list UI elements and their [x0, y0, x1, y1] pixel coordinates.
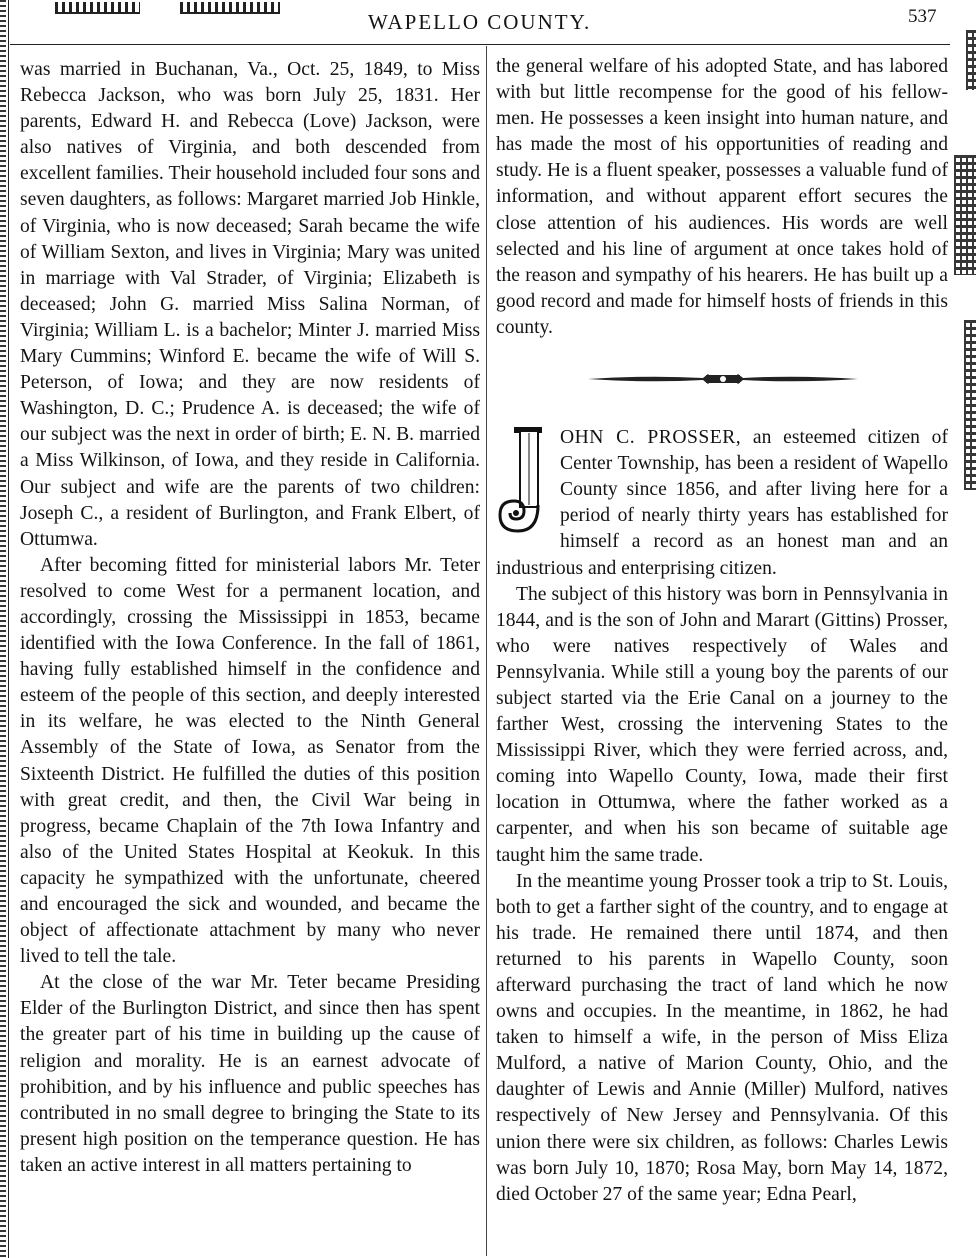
- left-column: [20, 57, 480, 1179]
- paragraph: At the close of the war Mr. Teter became Presiding Elder of the Burlington District, and since then has spent the greater part of his time in building up the cause of religion and morality. He is an earnest advocate of prohibition, and by his influence and public speeches has contributed in no small degree to bringing the State to its present high position on the temperance question. He has taken an active interest in all matters pertaining to: [20, 972, 480, 1176]
- header-rule: [10, 44, 950, 45]
- section-ornament: [496, 369, 948, 389]
- drop-cap: [496, 427, 552, 537]
- page-header: [0, 4, 976, 44]
- subject-name: OHN C. PROSSER,: [560, 427, 742, 449]
- paragraph: In the meantime young Prosser took a trip to St. Louis, both to get a farther sight of the country, and to engage at his trade. He remained there until 1874, and then returned to his parents in Wapello County, soon afterward purchasing the tract of land which he now owns and occupies. In the meantime, in 1862, he had taken to himself a wife, in the person of Miss Eliza Mulford, a native of Marion County, Ohio, and the daughter of Lewis and Annie (Miller) Mulford, natives respectively of New Jersey and Pennsylvania. Of this union there were six children, as follows: Charles Lewis was born July 10, 1870; Rosa May, born May 14, 1872, died October 27 of the same year; Edna Pearl,: [496, 870, 948, 1205]
- paragraph: The subject of this history was born in Pennsylvania in 1844, and is the son of John and Marart (Gittins) Prosser, who were natives respectively of Wales and Pennsylvania. While still a young boy the parents of our subject started via the Erie Canal on a journey to the farther West, crossing the intervening States to the Mississippi River, which they were ferried across, and, coming into Wapello County, Iowa, made their first location in Ottumwa, where the father worked as a carpenter, and when his son became of suitable age taught him the same trade.: [496, 583, 948, 866]
- right-column: [496, 54, 948, 1208]
- running-title: WAPELLO COUNTY.: [368, 10, 592, 34]
- left-ornamental-border: [0, 0, 9, 1258]
- biography-entry: [496, 425, 948, 582]
- paragraph: was married in Buchanan, Va., Oct. 25, 1849, to Miss Rebecca Jackson, who was born July 25, 1831. Her parents, Edward H. and Rebecca (Love) Jackson, were also natives of Virginia, and both descended from excellent families. Their household included four sons and seven daughters, as follows: Margaret married Job Hinkle, of Virginia, who is now deceased; Sarah became the wife of William Sexton, and lives in Virginia; Mary was united in marriage with Val Strader, of Virginia; Elizabeth is deceased; John G. married Miss Salina Norman, of Virginia; William L. is a bachelor; Minter J. married Miss Mary Cummins; Winford E. became the wife of Will S. Peterson, of Iowa; and they are now residents of Washington, D. C.; Prudence A. is deceased; the wife of our subject was the next in order of birth; E. N. B. married a Miss Wilkinson, of Iowa, and they reside in California. Our subject and wife are the parents of two children: Joseph C., a resident of Burlington, and Frank Elbert, of Ottumwa.: [20, 59, 480, 550]
- column-divider: [486, 46, 487, 1256]
- drop-cap-letter-j-icon: [496, 427, 552, 537]
- paragraph: the general welfare of his adopted State, and has labored with but little recompense for the good of his fellow-men. He possesses a keen insight into human nature, and has made the most of his opportunities of reading and study. He is a fluent speaker, possesses a valuable fund of information, and without apparent effort secures the close attention of his audiences. His words are well selected and his line of argument at once takes hold of the reason and sympathy of his hearers. He has built up a good record and made for himself hosts of friends in this county.: [496, 56, 948, 338]
- right-ornamental-border: [954, 155, 976, 275]
- lead-text: an esteemed citizen of Center Township, has been a resident of Wapello County since 1856, and after living here for a period of nearly thirty years has established for himself a record as an honest man and an industrious and enterprising citizen.: [496, 427, 948, 579]
- biography-lead: [496, 425, 948, 582]
- ornament-divider-icon: [588, 369, 858, 389]
- paragraph: After becoming fitted for ministerial labors Mr. Teter resolved to come West for a permanent location, and accordingly, crossing the Mississippi in 1853, became identified with the Iowa Conference. In the fall of 1861, having fully established himself in the confidence and esteem of the people of this section, and deeply interested in its welfare, he was elected to the Ninth General Assembly of the State of Iowa, as Senator from the Sixteenth District. He fulfilled the duties of this position with great credit, and then, the Civil War being in progress, became Chaplain of the 7th Iowa Infantry and also of the United States Hospital at Keokuk. In this capacity he sympathized with the unfortunate, cheered and encouraged the sick and wounded, and became the object of affectionate attachment by many who never lived to tell the tale.: [20, 554, 480, 968]
- right-ornamental-border: [964, 320, 976, 490]
- page-number: 537: [908, 6, 937, 27]
